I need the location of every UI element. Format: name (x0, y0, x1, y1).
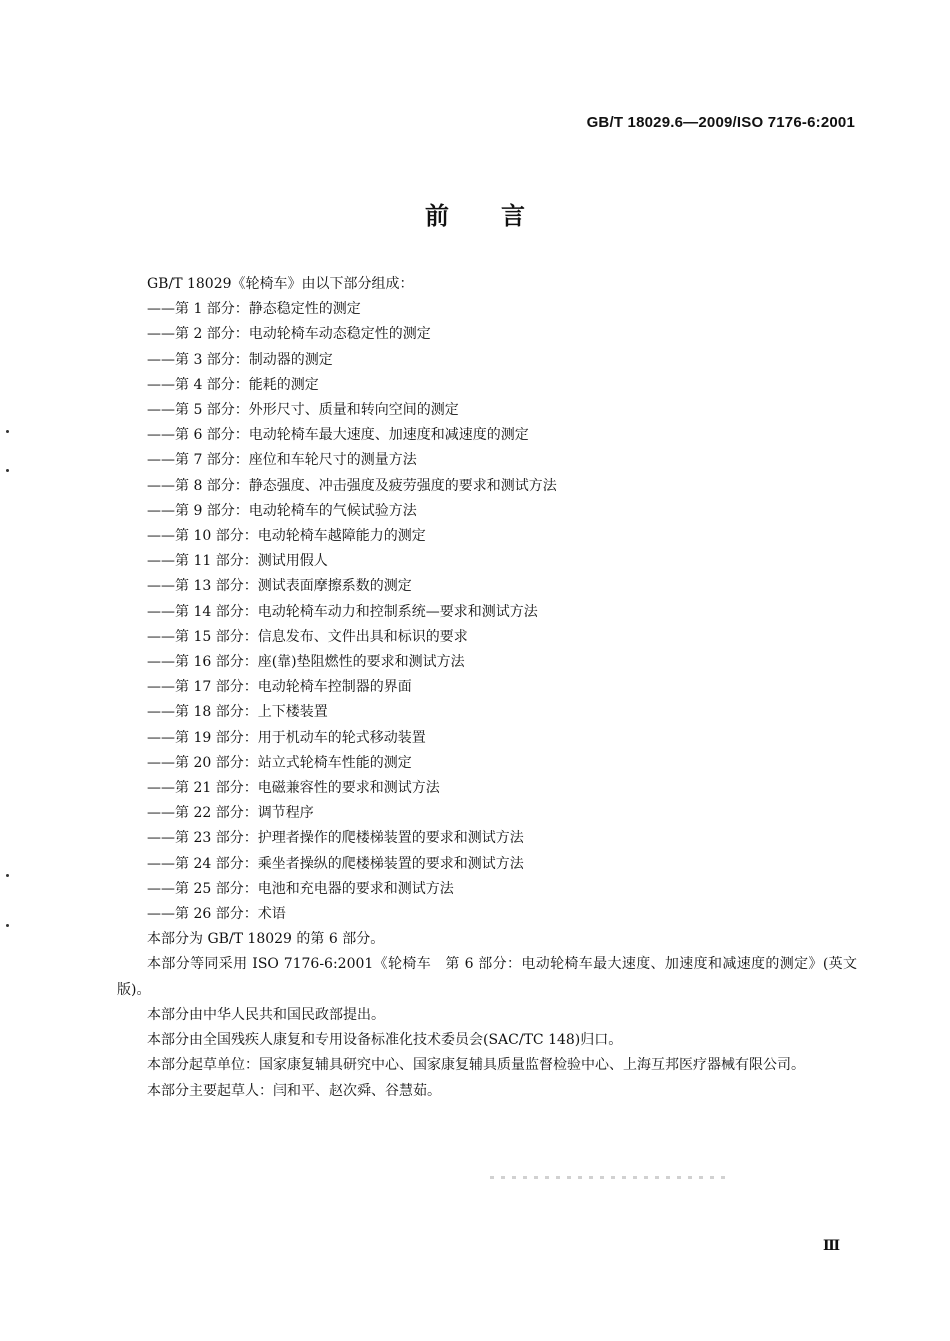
list-item: ——第 17 部分：电动轮椅车控制器的界面 (147, 679, 412, 696)
list-item: ——第 8 部分：静态强度、冲击强度及疲劳强度的要求和测试方法 (147, 477, 557, 494)
page-title: 前言 (425, 202, 577, 230)
list-item: ——第 24 部分：乘坐者操纵的爬楼梯装置的要求和测试方法 (147, 855, 524, 872)
list-item: ——第 25 部分：电池和充电器的要求和测试方法 (147, 880, 454, 897)
list-item: ——第 10 部分：电动轮椅车越障能力的测定 (147, 528, 426, 545)
list-item: ——第 9 部分：电动轮椅车的气候试验方法 (147, 502, 417, 519)
foreword-body (117, 272, 857, 1104)
standard-code: GB/T 18029.6—2009/ISO 7176-6:2001 (586, 114, 855, 131)
scan-smudge (490, 1176, 730, 1179)
paragraph-adoption: 本部分等同采用 ISO 7176-6:2001《轮椅车 第 6 部分：电动轮椅车最大速度、加速度和减速度的测定》(英文版)。 (117, 956, 857, 998)
list-item: ——第 22 部分：调节程序 (147, 805, 314, 822)
scan-speck (6, 924, 9, 927)
paragraph-drafting-units: 本部分起草单位：国家康复辅具研究中心、国家康复辅具质量监督检验中心、上海互邦医疗器械有限公司。 (147, 1057, 805, 1074)
paragraph-part-statement: 本部分为 GB/T 18029 的第 6 部分。 (147, 931, 385, 948)
list-item: ——第 23 部分：护理者操作的爬楼梯装置的要求和测试方法 (147, 830, 524, 847)
list-item: ——第 20 部分：站立式轮椅车性能的测定 (147, 754, 412, 771)
list-item: ——第 14 部分：电动轮椅车动力和控制系统—要求和测试方法 (147, 603, 538, 620)
page-number: Ⅲ (822, 1238, 840, 1254)
list-item: ——第 19 部分：用于机动车的轮式移动装置 (147, 729, 426, 746)
list-item: ——第 1 部分：静态稳定性的测定 (147, 301, 361, 318)
list-item: ——第 3 部分：制动器的测定 (147, 351, 333, 368)
parts-list (117, 297, 857, 927)
list-item: ——第 18 部分：上下楼装置 (147, 704, 328, 721)
list-item: ——第 4 部分：能耗的测定 (147, 376, 319, 393)
list-item: ——第 2 部分：电动轮椅车动态稳定性的测定 (147, 326, 431, 343)
list-item: ——第 13 部分：测试表面摩擦系数的测定 (147, 578, 412, 595)
list-item: ——第 11 部分：测试用假人 (147, 553, 328, 570)
list-item: ——第 26 部分：术语 (147, 906, 286, 923)
paragraph-drafters: 本部分主要起草人：闫和平、赵次舜、谷慧茹。 (147, 1082, 441, 1099)
list-item: ——第 6 部分：电动轮椅车最大速度、加速度和减速度的测定 (147, 427, 529, 444)
paragraph-proposer: 本部分由中华人民共和国民政部提出。 (147, 1006, 385, 1023)
scan-speck (6, 430, 9, 433)
scan-speck (6, 874, 9, 877)
list-item: ——第 21 部分：电磁兼容性的要求和测试方法 (147, 780, 440, 797)
intro-line: GB/T 18029《轮椅车》由以下部分组成： (147, 276, 414, 292)
list-item: ——第 15 部分：信息发布、文件出具和标识的要求 (147, 628, 468, 645)
list-item: ——第 7 部分：座位和车轮尺寸的测量方法 (147, 452, 417, 469)
list-item: ——第 5 部分：外形尺寸、质量和转向空间的测定 (147, 402, 459, 419)
paragraph-committee: 本部分由全国残疾人康复和专用设备标准化技术委员会(SAC/TC 148)归口。 (147, 1032, 623, 1049)
list-item: ——第 16 部分：座(靠)垫阻燃性的要求和测试方法 (147, 654, 465, 671)
scan-speck (6, 469, 9, 472)
